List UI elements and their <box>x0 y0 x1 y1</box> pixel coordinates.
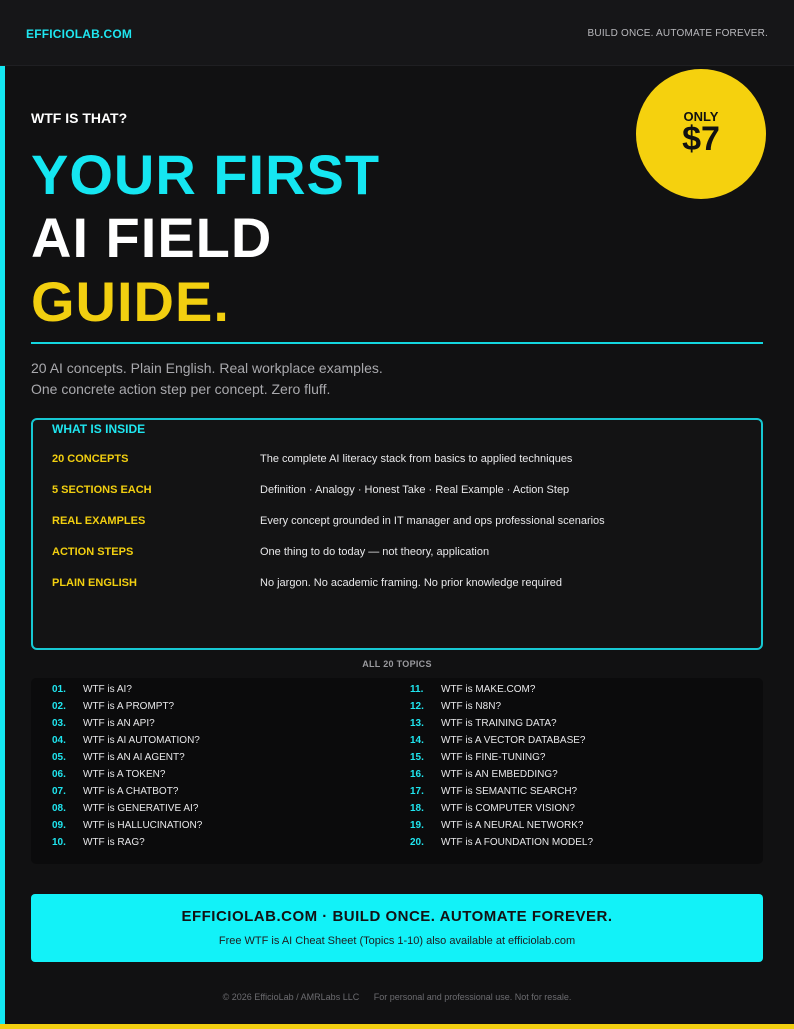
topic-text: WTF is TRAINING DATA? <box>441 718 557 729</box>
footer-note: For personal and professional use. Not for resale. <box>373 992 572 1002</box>
topics-list <box>31 678 763 864</box>
topic-number: 01. <box>52 684 66 695</box>
inside-row-value: No jargon. No academic framing. No prior knowledge required <box>260 577 563 589</box>
topic-number: 05. <box>52 752 66 763</box>
header-tagline: BUILD ONCE. AUTOMATE FOREVER. <box>587 28 768 39</box>
topic-text: WTF is AN EMBEDDING? <box>441 769 558 780</box>
topic-text: WTF is HALLUCINATION? <box>83 820 203 831</box>
topic-text: WTF is SEMANTIC SEARCH? <box>441 786 578 797</box>
topic-number: 07. <box>52 786 66 797</box>
topic-number: 18. <box>410 803 424 814</box>
topic-number: 08. <box>52 803 66 814</box>
inside-row <box>52 577 752 593</box>
inside-row <box>52 515 752 531</box>
topic-text: WTF is FINE-TUNING? <box>441 752 546 763</box>
inside-row-value: Definition · Analogy · Honest Take · Real Example · Action Step <box>260 484 570 496</box>
inside-row <box>52 546 752 562</box>
inside-row <box>52 484 752 500</box>
topic-number: 13. <box>410 718 424 729</box>
topic-number: 06. <box>52 769 66 780</box>
subtitle-line-2: One concrete action step per concept. Zero fluff. <box>31 381 331 397</box>
inside-row-value: Every concept grounded in IT manager and ops professional scenarios <box>260 515 605 527</box>
left-accent-stripe <box>0 66 5 1024</box>
topic-number: 10. <box>52 837 66 848</box>
topic-text: WTF is A TOKEN? <box>83 769 166 780</box>
price-badge <box>636 69 766 199</box>
cta-subtext: Free WTF is AI Cheat Sheet (Topics 1-10) also available at efficiolab.com <box>218 935 576 947</box>
topics-label: ALL 20 TOPICS <box>362 659 432 669</box>
inside-row-key: 5 SECTIONS EACH <box>52 484 152 496</box>
inside-row-key: PLAIN ENGLISH <box>52 577 137 589</box>
topic-text: WTF is AI AUTOMATION? <box>83 735 200 746</box>
footer-copyright: © 2026 EfficioLab / AMRLabs LLC <box>222 992 360 1002</box>
brand-name[interactable]: EFFICIOLAB.COM <box>26 27 133 41</box>
topic-text: WTF is A VECTOR DATABASE? <box>441 735 586 746</box>
inside-row-key: REAL EXAMPLES <box>52 515 146 527</box>
topic-text: WTF is AI? <box>83 684 132 695</box>
cta-headline: EFFICIOLAB.COM · BUILD ONCE. AUTOMATE FOREVER. <box>181 908 613 925</box>
inside-row-key: 20 CONCEPTS <box>52 453 129 465</box>
topic-number: 04. <box>52 735 66 746</box>
topic-text: WTF is GENERATIVE AI? <box>83 803 199 814</box>
topic-text: WTF is COMPUTER VISION? <box>441 803 575 814</box>
topic-number: 03. <box>52 718 66 729</box>
footer <box>0 992 794 1002</box>
what-is-inside-panel <box>31 418 763 650</box>
topic-number: 09. <box>52 820 66 831</box>
topic-number: 15. <box>410 752 424 763</box>
topic-text: WTF is A FOUNDATION MODEL? <box>441 837 594 848</box>
topic-text: WTF is AN API? <box>83 718 155 729</box>
price-label: ONLY <box>683 108 719 124</box>
topic-number: 02. <box>52 701 66 712</box>
subtitle-line-1: 20 AI concepts. Plain English. Real workplace examples. <box>31 360 383 376</box>
topic-text: WTF is N8N? <box>441 701 501 712</box>
title-line-3: GUIDE. <box>31 270 230 333</box>
bottom-accent-stripe <box>0 1024 794 1029</box>
inside-row-value: One thing to do today — not theory, application <box>260 546 490 558</box>
inside-title: WHAT IS INSIDE <box>52 422 146 436</box>
topic-number: 12. <box>410 701 424 712</box>
topic-text: WTF is A CHATBOT? <box>83 786 179 797</box>
topic-number: 11. <box>410 684 424 695</box>
title-line-1: YOUR FIRST <box>31 143 381 206</box>
top-bar <box>0 0 794 66</box>
topic-text: WTF is A NEURAL NETWORK? <box>441 820 584 831</box>
title-divider <box>31 342 763 344</box>
topic-text: WTF is MAKE.COM? <box>441 684 536 695</box>
inside-row <box>52 453 752 469</box>
topic-text: WTF is AN AI AGENT? <box>83 752 185 763</box>
topic-number: 20. <box>410 837 424 848</box>
topic-text: WTF is A PROMPT? <box>83 701 175 712</box>
cta-banner[interactable] <box>31 894 763 962</box>
price-amount: $7 <box>682 119 720 158</box>
title-line-2: AI FIELD <box>31 206 273 269</box>
topic-number: 16. <box>410 769 424 780</box>
topic-number: 14. <box>410 735 424 746</box>
topic-number: 17. <box>410 786 424 797</box>
topic-text: WTF is RAG? <box>83 837 145 848</box>
kicker-text: WTF IS THAT? <box>31 110 128 126</box>
topic-number: 19. <box>410 820 424 831</box>
inside-row-key: ACTION STEPS <box>52 546 134 558</box>
inside-row-value: The complete AI literacy stack from basics to applied techniques <box>260 453 573 465</box>
